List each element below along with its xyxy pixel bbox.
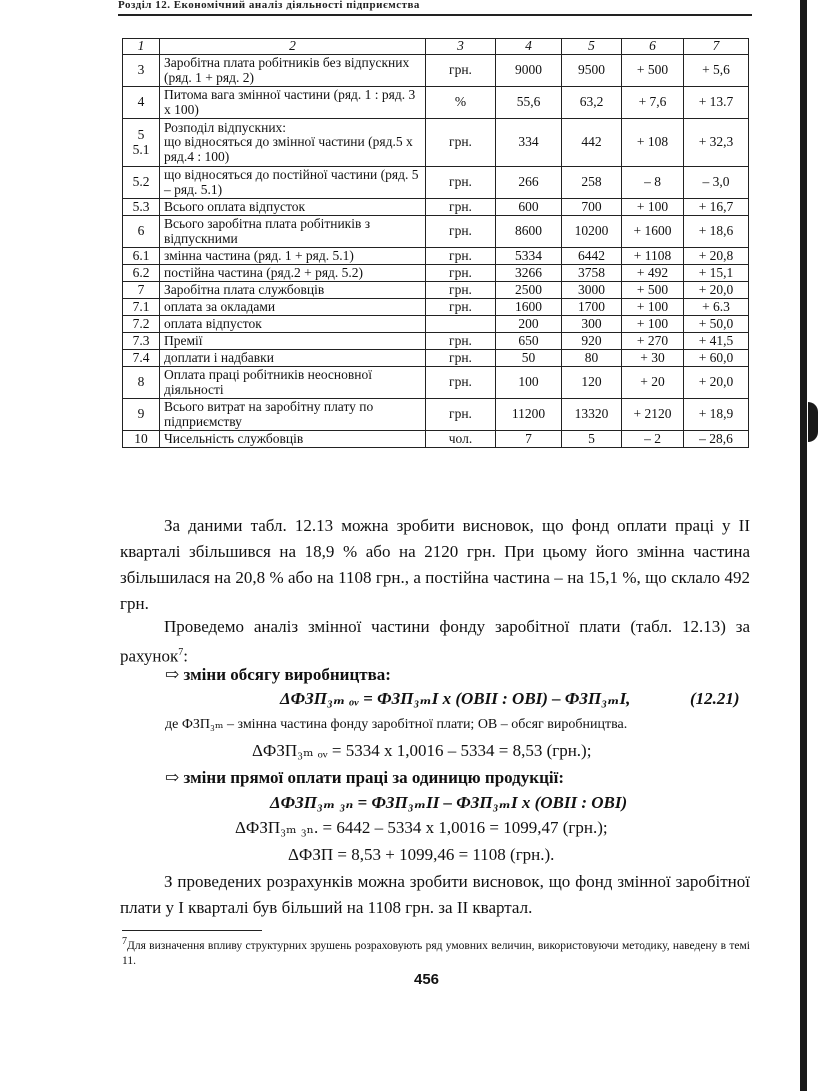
row-value-q2: 120 bbox=[562, 367, 622, 399]
page-edge-shadow bbox=[800, 0, 807, 1091]
row-number: 9 bbox=[123, 399, 160, 431]
row-unit: грн. bbox=[426, 248, 496, 265]
row-pct-change: + 32,3 bbox=[684, 119, 749, 167]
row-value-q2: 300 bbox=[562, 316, 622, 333]
row-abs-change: + 1108 bbox=[622, 248, 684, 265]
row-pct-change: + 20,0 bbox=[684, 367, 749, 399]
row-number: 6 bbox=[123, 216, 160, 248]
bullet-text: зміни обсягу виробництва: bbox=[183, 665, 391, 684]
row-name: оплата відпусток bbox=[160, 316, 426, 333]
row-unit: грн. bbox=[426, 399, 496, 431]
row-value-q2: 1700 bbox=[562, 299, 622, 316]
table-row bbox=[123, 87, 749, 119]
formula-12-21: ΔФЗП₃ₘ ₒᵥ = ФЗП₃ₘI х (ОВII : ОВI) – ФЗП₃ₘI, bbox=[280, 689, 631, 708]
table-row bbox=[123, 199, 749, 216]
footnote bbox=[122, 934, 750, 969]
footnote-rule bbox=[122, 930, 262, 931]
row-abs-change: + 30 bbox=[622, 350, 684, 367]
row-abs-change: + 108 bbox=[622, 119, 684, 167]
bullet-text: зміни прямої оплати праці за одиницю продукції: bbox=[183, 768, 564, 787]
row-number: 8 bbox=[123, 367, 160, 399]
row-value-q2: 920 bbox=[562, 333, 622, 350]
calculation-total: ΔФЗП = 8,53 + 1099,46 = 1108 (грн.). bbox=[288, 845, 555, 864]
paragraph-colon: : bbox=[183, 646, 188, 666]
row-value-q2: 80 bbox=[562, 350, 622, 367]
row-unit: грн. bbox=[426, 119, 496, 167]
row-value-q1: 50 bbox=[496, 350, 562, 367]
row-number: 5.2 bbox=[123, 167, 160, 199]
row-unit: грн. bbox=[426, 282, 496, 299]
row-number: 7.4 bbox=[123, 350, 160, 367]
row-unit: грн. bbox=[426, 299, 496, 316]
footnote-ref: 7 bbox=[178, 647, 184, 658]
row-value-q1: 8600 bbox=[496, 216, 562, 248]
row-value-q1: 1600 bbox=[496, 299, 562, 316]
row-abs-change: + 270 bbox=[622, 333, 684, 350]
row-abs-change: – 8 bbox=[622, 167, 684, 199]
row-name: Заробітна плата робітників без відпускних (ряд. 1 + ряд. 2) bbox=[160, 55, 426, 87]
row-number: 7.2 bbox=[123, 316, 160, 333]
right-arrow-outline-icon: ⇨ bbox=[165, 665, 180, 684]
col-num: 5 bbox=[562, 39, 622, 55]
table-row bbox=[123, 167, 749, 199]
table-row bbox=[123, 216, 749, 248]
row-value-q1: 55,6 bbox=[496, 87, 562, 119]
row-unit: грн. bbox=[426, 350, 496, 367]
row-number: 7 bbox=[123, 282, 160, 299]
col-num: 4 bbox=[496, 39, 562, 55]
row-abs-change: + 500 bbox=[622, 55, 684, 87]
table-row bbox=[123, 299, 749, 316]
table-row bbox=[123, 265, 749, 282]
row-name: оплата за окладами bbox=[160, 299, 426, 316]
row-name: Чисельність службовців bbox=[160, 431, 426, 448]
row-value-q1: 334 bbox=[496, 119, 562, 167]
table-row bbox=[123, 431, 749, 448]
col-num: 2 bbox=[160, 39, 426, 55]
row-pct-change: + 16,7 bbox=[684, 199, 749, 216]
row-abs-change: – 2 bbox=[622, 431, 684, 448]
row-value-q2: 13320 bbox=[562, 399, 622, 431]
table-row bbox=[123, 248, 749, 265]
paragraph-conclusion: За даними табл. 12.13 можна зробити висновок, що фонд оплати праці у ІІ кварталі збільшився на 18,9 % або на 2120 грн. При цьому його змінна частина збільшилася на 20,8 % або на 1108 грн., а постійна частина – на 15,1 %, що склало 492 грн. bbox=[120, 516, 750, 613]
row-pct-change: + 18,6 bbox=[684, 216, 749, 248]
row-number: 6.2 bbox=[123, 265, 160, 282]
row-number: 5.3 bbox=[123, 199, 160, 216]
col-num: 3 bbox=[426, 39, 496, 55]
table-row bbox=[123, 316, 749, 333]
row-pct-change: + 15,1 bbox=[684, 265, 749, 282]
row-name: Розподіл відпускних: що відносяться до змінної частини (ряд.5 х ряд.4 : 100) bbox=[160, 119, 426, 167]
row-value-q1: 650 bbox=[496, 333, 562, 350]
row-unit bbox=[426, 316, 496, 333]
table-row bbox=[123, 282, 749, 299]
row-abs-change: + 1600 bbox=[622, 216, 684, 248]
row-number: 4 bbox=[123, 87, 160, 119]
row-value-q2: 442 bbox=[562, 119, 622, 167]
row-pct-change: + 20,8 bbox=[684, 248, 749, 265]
row-number: 5 5.1 bbox=[123, 119, 160, 167]
header-rule bbox=[118, 14, 752, 16]
row-unit: грн. bbox=[426, 265, 496, 282]
row-value-q1: 3266 bbox=[496, 265, 562, 282]
row-name: Оплата праці робітників неосновної діяльності bbox=[160, 367, 426, 399]
row-pct-change: + 18,9 bbox=[684, 399, 749, 431]
row-value-q2: 700 bbox=[562, 199, 622, 216]
row-value-q2: 258 bbox=[562, 167, 622, 199]
row-unit: % bbox=[426, 87, 496, 119]
calculation-direct-pay: ΔФЗП₃ₘ ₃ₙ. = 6442 – 5334 х 1,0016 = 1099,47 (грн.); bbox=[235, 818, 608, 837]
row-abs-change: + 100 bbox=[622, 316, 684, 333]
row-number: 7.1 bbox=[123, 299, 160, 316]
col-num: 6 bbox=[622, 39, 684, 55]
row-unit: грн. bbox=[426, 167, 496, 199]
row-number: 10 bbox=[123, 431, 160, 448]
row-abs-change: + 100 bbox=[622, 299, 684, 316]
row-value-q2: 6442 bbox=[562, 248, 622, 265]
row-number: 7.3 bbox=[123, 333, 160, 350]
row-unit: грн. bbox=[426, 333, 496, 350]
row-number: 3 bbox=[123, 55, 160, 87]
formula-number: (12.21) bbox=[690, 689, 740, 708]
row-pct-change: + 5,6 bbox=[684, 55, 749, 87]
row-name: Всього заробітна плата робітників з відпускними bbox=[160, 216, 426, 248]
row-pct-change: + 20,0 bbox=[684, 282, 749, 299]
table-row bbox=[123, 350, 749, 367]
footnote-text: Для визначення впливу структурних зрушень розраховують ряд умовних величин, використовуючи методику, наведену в темі 11. bbox=[122, 939, 750, 967]
row-pct-change: – 28,6 bbox=[684, 431, 749, 448]
row-value-q2: 63,2 bbox=[562, 87, 622, 119]
row-pct-change: + 41,5 bbox=[684, 333, 749, 350]
row-abs-change: + 7,6 bbox=[622, 87, 684, 119]
row-name: постійна частина (ряд.2 + ряд. 5.2) bbox=[160, 265, 426, 282]
row-pct-change: + 60,0 bbox=[684, 350, 749, 367]
row-value-q2: 9500 bbox=[562, 55, 622, 87]
paragraph-final-conclusion: З проведених розрахунків можна зробити висновок, що фонд змінної заробітної плати у І кварталі був більший на 1108 грн. за ІІ квартал. bbox=[120, 872, 750, 917]
row-value-q1: 9000 bbox=[496, 55, 562, 87]
row-value-q1: 600 bbox=[496, 199, 562, 216]
footnote-mark: 7 bbox=[122, 936, 127, 947]
row-name: Всього витрат на заробітну плату по підприємству bbox=[160, 399, 426, 431]
row-abs-change: + 20 bbox=[622, 367, 684, 399]
row-name: Заробітна плата службовців bbox=[160, 282, 426, 299]
table-row bbox=[123, 55, 749, 87]
row-unit: грн. bbox=[426, 216, 496, 248]
row-pct-change: + 50,0 bbox=[684, 316, 749, 333]
row-pct-change: + 6.3 bbox=[684, 299, 749, 316]
row-name: Премії bbox=[160, 333, 426, 350]
row-value-q2: 3758 bbox=[562, 265, 622, 282]
row-unit: грн. bbox=[426, 55, 496, 87]
row-abs-change: + 2120 bbox=[622, 399, 684, 431]
row-value-q1: 266 bbox=[496, 167, 562, 199]
row-pct-change: – 3,0 bbox=[684, 167, 749, 199]
row-name: змінна частина (ряд. 1 + ряд. 5.1) bbox=[160, 248, 426, 265]
row-abs-change: + 500 bbox=[622, 282, 684, 299]
row-value-q1: 2500 bbox=[496, 282, 562, 299]
row-unit: грн. bbox=[426, 199, 496, 216]
paragraph-text: Проведемо аналіз змінної частини фонду заробітної плати (табл. 12.13) за рахунок bbox=[120, 617, 750, 666]
wage-fund-table bbox=[122, 38, 749, 448]
row-name: Всього оплата відпусток bbox=[160, 199, 426, 216]
row-name: Питома вага змінної частини (ряд. 1 : ряд. 3 х 100) bbox=[160, 87, 426, 119]
table-row bbox=[123, 399, 749, 431]
formula-legend: де ФЗП₃ₘ – змінна частина фонду заробітної плати; ОВ – обсяг виробництва. bbox=[165, 717, 628, 732]
row-number: 6.1 bbox=[123, 248, 160, 265]
col-num: 1 bbox=[123, 39, 160, 55]
row-value-q2: 3000 bbox=[562, 282, 622, 299]
row-abs-change: + 100 bbox=[622, 199, 684, 216]
row-value-q1: 7 bbox=[496, 431, 562, 448]
bullet-direct-pay-change bbox=[165, 768, 564, 788]
page-edge-tab bbox=[808, 402, 818, 442]
row-name: що відносяться до постійної частини (ряд. 5 – ряд. 5.1) bbox=[160, 167, 426, 199]
table-row bbox=[123, 367, 749, 399]
table-row bbox=[123, 119, 749, 167]
row-value-q1: 100 bbox=[496, 367, 562, 399]
right-arrow-outline-icon: ⇨ bbox=[165, 768, 180, 787]
calculation-volume: ΔФЗП₃ₘ ₒᵥ = 5334 х 1,0016 – 5334 = 8,53 (грн.); bbox=[252, 741, 592, 760]
row-value-q1: 11200 bbox=[496, 399, 562, 431]
paragraph-analysis-intro bbox=[120, 614, 750, 670]
row-value-q1: 200 bbox=[496, 316, 562, 333]
formula-direct-pay: ΔФЗП₃ₘ ₃ₙ = ФЗП₃ₘII – ФЗП₃ₘI х (ОВII : ОВI) bbox=[270, 793, 628, 812]
running-header: Розділ 12. Економічний аналіз діяльності підприємства bbox=[118, 0, 420, 11]
table-row bbox=[123, 333, 749, 350]
row-unit: чол. bbox=[426, 431, 496, 448]
row-name: доплати і надбавки bbox=[160, 350, 426, 367]
row-unit: грн. bbox=[426, 367, 496, 399]
row-value-q2: 10200 bbox=[562, 216, 622, 248]
row-value-q2: 5 bbox=[562, 431, 622, 448]
row-value-q1: 5334 bbox=[496, 248, 562, 265]
page-number: 456 bbox=[414, 971, 440, 988]
bullet-volume-change bbox=[165, 665, 391, 685]
col-num: 7 bbox=[684, 39, 749, 55]
column-number-row bbox=[123, 39, 749, 55]
row-abs-change: + 492 bbox=[622, 265, 684, 282]
row-pct-change: + 13.7 bbox=[684, 87, 749, 119]
